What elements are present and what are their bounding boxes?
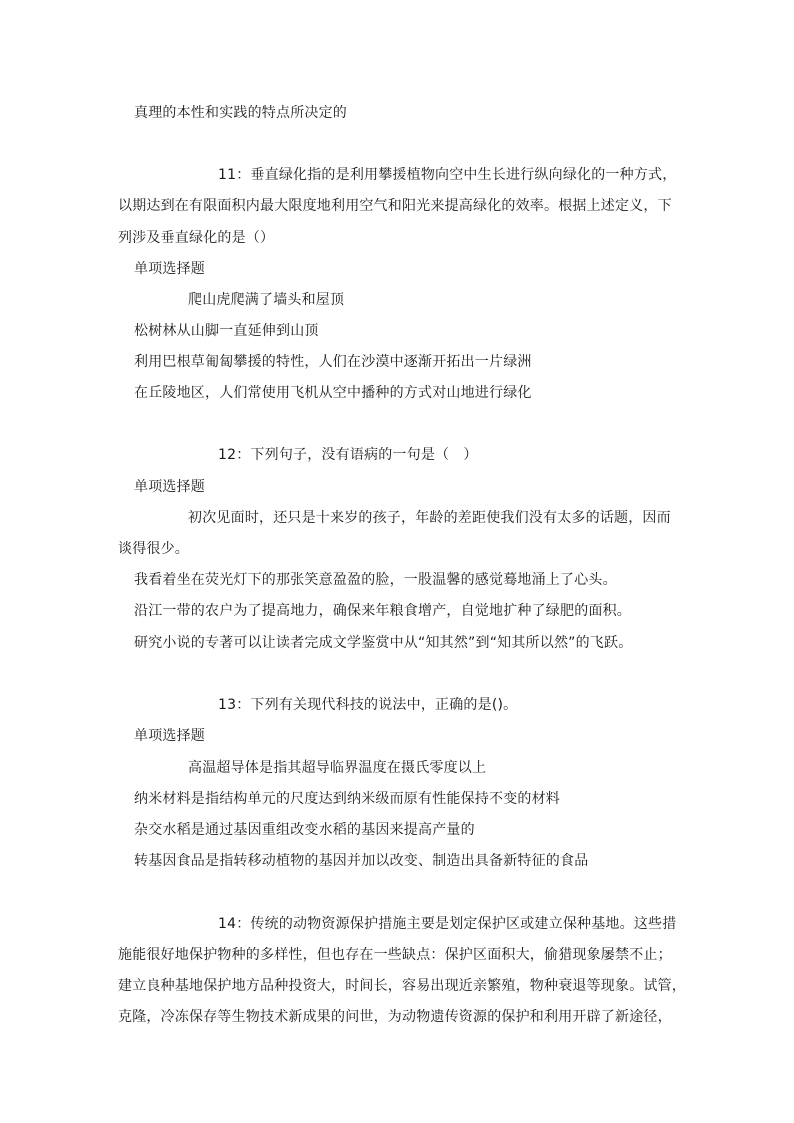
option-line: 在丘陵地区，人们常使用飞机从空中播种的方式对山地进行绿化: [134, 385, 532, 401]
question-type-label: 单项选择题: [134, 479, 205, 495]
text-line: 施能很好地保护物种的多样性，但也存在一些缺点：保护区面积大，偷猎现象屡禁不止；: [118, 947, 672, 963]
text-line: 列涉及垂直绿化的是（）: [118, 230, 275, 246]
option-line: 利用巴根草匍匐攀援的特性，人们在沙漠中逐渐开拓出一片绿洲: [134, 354, 532, 370]
text-line: 建立良种基地保护地方品种投资大，时间长，容易出现近亲繁殖，物种衰退等现象。试管，: [118, 978, 686, 994]
option-line: 高温超导体是指其超导临界温度在摄氏零度以上: [188, 760, 487, 776]
text-line: 真理的本性和实践的特点所决定的: [134, 105, 347, 121]
question-11-stem: 11：垂直绿化指的是利用攀援植物向空中生长进行纵向绿化的一种方式，: [218, 167, 677, 183]
option-line: 初次见面时，还只是十来岁的孩子，年龄的差距使我们没有太多的话题，因而: [188, 510, 671, 526]
option-line: 谈得很少。: [118, 541, 189, 557]
question-type-label: 单项选择题: [134, 261, 205, 277]
option-line: 研究小说的专著可以让读者完成文学鉴赏中从“知其然”到“知其所以然”的飞跃。: [134, 635, 633, 651]
question-13-stem: 13：下列有关现代科技的说法中，正确的是()。: [218, 697, 518, 713]
option-line: 我看着坐在荧光灯下的那张笑意盈盈的脸，一股温馨的感觉蓦地涌上了心头。: [134, 572, 617, 588]
question-14-stem: 14：传统的动物资源保护措施主要是划定保护区或建立保种基地。这些措: [218, 916, 677, 932]
question-12-stem: 12：下列句子，没有语病的一句是（ ）: [218, 447, 478, 463]
option-line: 爬山虎爬满了墙头和屋顶: [188, 292, 345, 308]
question-type-label: 单项选择题: [134, 728, 205, 744]
option-line: 松树林从山脚一直延伸到山顶: [134, 323, 319, 339]
option-line: 杂交水稻是通过基因重组改变水稻的基因来提高产量的: [134, 822, 475, 838]
text-line: 克隆，冷冻保存等生物技术新成果的问世，为动物遗传资源的保护和利用开辟了新途径，: [118, 1009, 672, 1025]
option-line: 转基因食品是指转移动植物的基因并加以改变、制造出具备新特征的食品: [134, 853, 589, 869]
option-line: 纳米材料是指结构单元的尺度达到纳米级而原有性能保持不变的材料: [134, 791, 560, 807]
option-line: 沿江一带的农户为了提高地力，确保来年粮食增产，自觉地扩种了绿肥的面积。: [134, 603, 631, 619]
text-line: 以期达到在有限面积内最大限度地利用空气和阳光来提高绿化的效率。根据上述定义，下: [118, 198, 672, 214]
